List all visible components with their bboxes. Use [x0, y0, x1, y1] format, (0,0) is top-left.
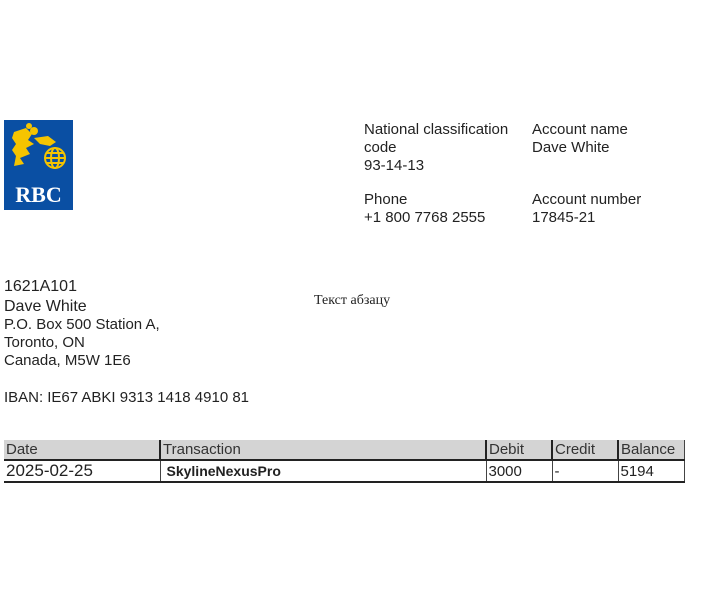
address-line-3: Canada, M5W 1E6 [4, 352, 131, 369]
table-header-row [4, 440, 684, 460]
header-debit: Debit [486, 440, 552, 460]
customer-reference: 1621A101 [4, 278, 77, 295]
phone-block [364, 191, 524, 227]
paragraph-placeholder: Текст абзацу [314, 293, 391, 308]
classification-block [364, 121, 524, 175]
classification-value: 93-14-13 [364, 157, 425, 174]
address-line-2: Toronto, ON [4, 334, 85, 351]
account-name-value: Dave White [532, 139, 610, 156]
header-balance: Balance [618, 440, 684, 460]
iban-value: IE67 ABKI 9313 1418 4910 81 [47, 389, 250, 406]
cell-credit: - [552, 460, 618, 482]
phone-value: +1 800 7768 2555 [364, 209, 486, 226]
table-row [4, 460, 684, 482]
account-name-label: Account name [532, 121, 628, 138]
classification-label: National classification code [364, 121, 509, 156]
account-number-block [532, 191, 712, 227]
cell-transaction: SkylineNexusPro [160, 460, 486, 482]
iban-label: IBAN: [4, 389, 44, 406]
account-number-label: Account number [532, 191, 642, 208]
rbc-logo [4, 120, 73, 210]
account-name-block [532, 121, 712, 157]
header-transaction: Transaction [160, 440, 486, 460]
transactions-table [4, 440, 685, 483]
account-number-value: 17845-21 [532, 209, 596, 226]
cell-balance: 5194 [618, 460, 684, 482]
address-line-1: P.O. Box 500 Station A, [4, 316, 160, 333]
customer-name: Dave White [4, 298, 87, 315]
cell-date: 2025-02-25 [4, 460, 160, 482]
rbc-logo-text: RBC [15, 182, 62, 207]
header-date: Date [4, 440, 160, 460]
cell-debit: 3000 [486, 460, 552, 482]
customer-address [4, 277, 204, 370]
iban [4, 389, 249, 407]
header-credit: Credit [552, 440, 618, 460]
phone-label: Phone [364, 191, 408, 208]
